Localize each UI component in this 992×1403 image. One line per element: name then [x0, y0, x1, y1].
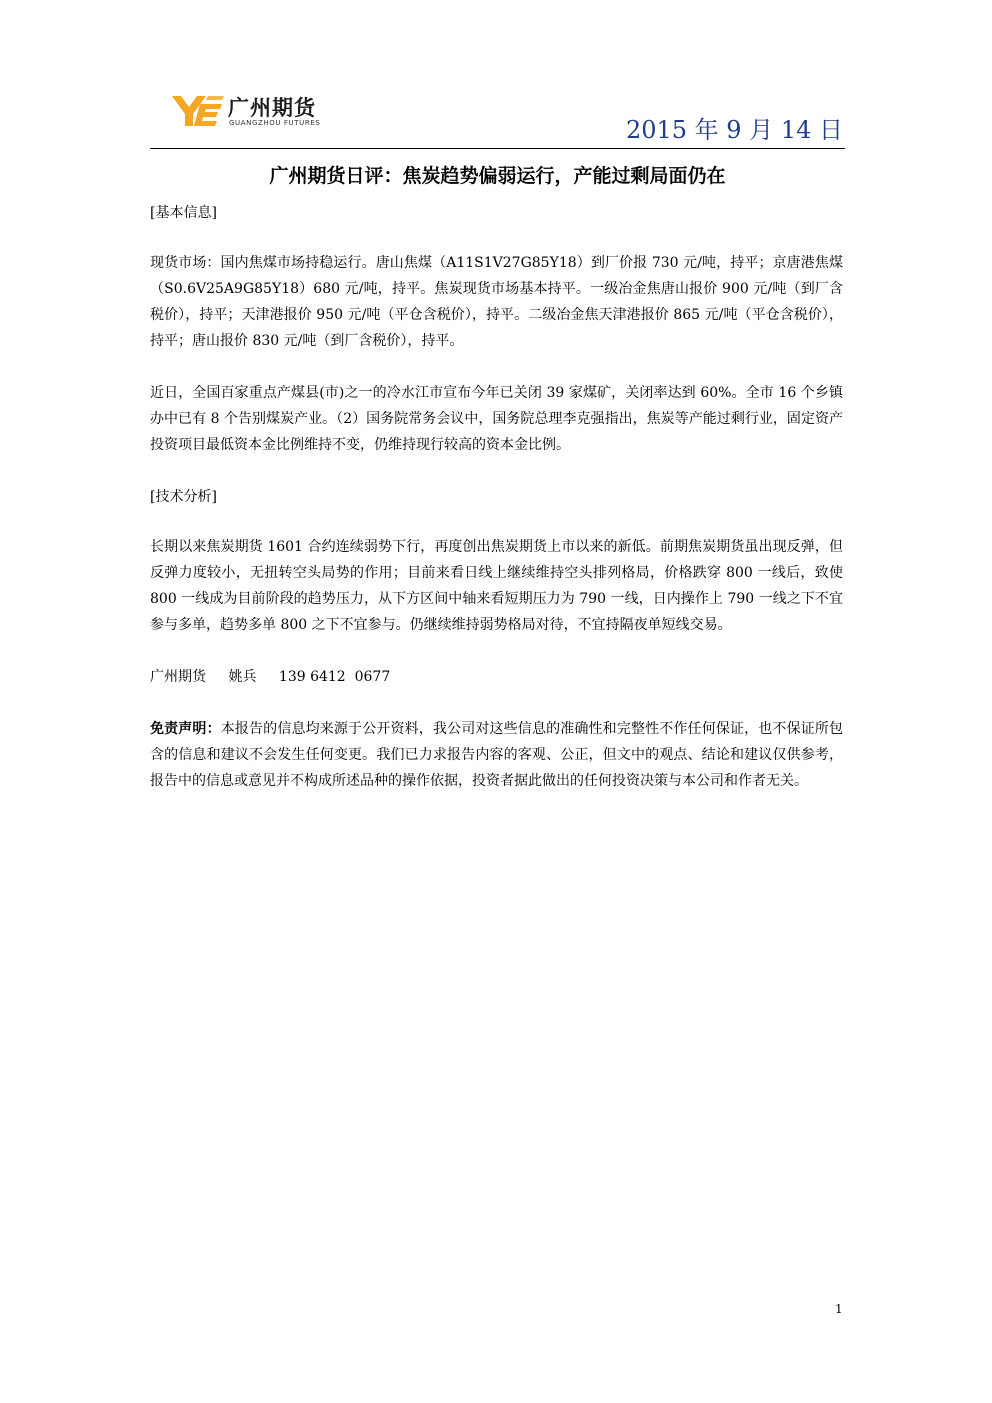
- contact-phone: 139 6412 0677: [278, 669, 391, 685]
- contact-company: 广州期货: [150, 669, 206, 685]
- ye-logo-mark-icon: [170, 90, 226, 130]
- disclaimer-label: 免责声明：: [150, 721, 221, 737]
- page-header: [150, 82, 845, 149]
- logo-company-subtitle: GUANGZHOU FUTURES: [229, 119, 321, 127]
- paragraph-technical-analysis: 长期以来焦炭期货 1601 合约连续弱势下行，再度创出焦炭期货上市以来的新低。前期焦炭期货虽出现反弹，但反弹力度较小，无扭转空头局势的作用；目前来看日线上继续维持空头排列格局，价格跌穿 800 一线后，致使 800 一线成为目前阶段的趋势压力，从下方区间中轴来看短期压力为 790 一线，日内操作上 790 一线之下不宜参与多单，趋势多单 800 之下不宜参与。仍继续维持弱势格局对待，不宜持隔夜单短线交易。: [150, 539, 843, 633]
- disclaimer: [150, 716, 843, 794]
- paragraph-industry-news: 近日，全国百家重点产煤县(市)之一的冷水江市宣布今年已关闭 39 家煤矿，关闭率达到 60%。全市 16 个乡镇办中已有 8 个告别煤炭产业。（2）国务院常务会议中，国务院总理李克强指出，焦炭等产能过剩行业，固定资产投资项目最低资本金比例维持不变，仍维持现行较高的资本金比例。: [150, 385, 843, 453]
- logo-company-name: 广州期货: [228, 96, 316, 120]
- section-label-basic-info: [基本信息]: [150, 205, 217, 221]
- section-label-technical: [技术分析]: [150, 489, 217, 505]
- contact-line: [150, 664, 843, 690]
- company-logo: [170, 90, 360, 130]
- paragraph-spot-market: 现货市场：国内焦煤市场持稳运行。唐山焦煤（A11S1V27G85Y18）到厂价报 730 元/吨，持平；京唐港焦煤（S0.6V25A9G85Y18）680 元/吨，持平。焦炭现货市场基本持平。一级冶金焦唐山报价 900 元/吨（到厂含税价），持平；天津港报价 950 元/吨（平仓含税价），持平。二级冶金焦天津港报价 865 元/吨（平仓含税价），持平；唐山报价 830 元/吨（到厂含税价），持平。: [150, 255, 843, 349]
- report-title: 广州期货日评：焦炭趋势偏弱运行，产能过剩局面仍在: [269, 165, 726, 187]
- report-date: 2015 年 9 月 14 日: [625, 116, 843, 144]
- contact-analyst: 姚兵: [228, 669, 257, 685]
- disclaimer-text: 本报告的信息均来源于公开资料，我公司对这些信息的准确性和完整性不作任何保证，也不保证所包含的信息和建议不会发生任何变更。我们已力求报告内容的客观、公正，但文中的观点、结论和建议仅供参考，报告中的信息或意见并不构成所述品种的操作依据，投资者据此做出的任何投资决策与本公司和作者无关。: [150, 721, 844, 789]
- page-number: 1: [835, 1302, 843, 1316]
- report-body: [150, 200, 843, 794]
